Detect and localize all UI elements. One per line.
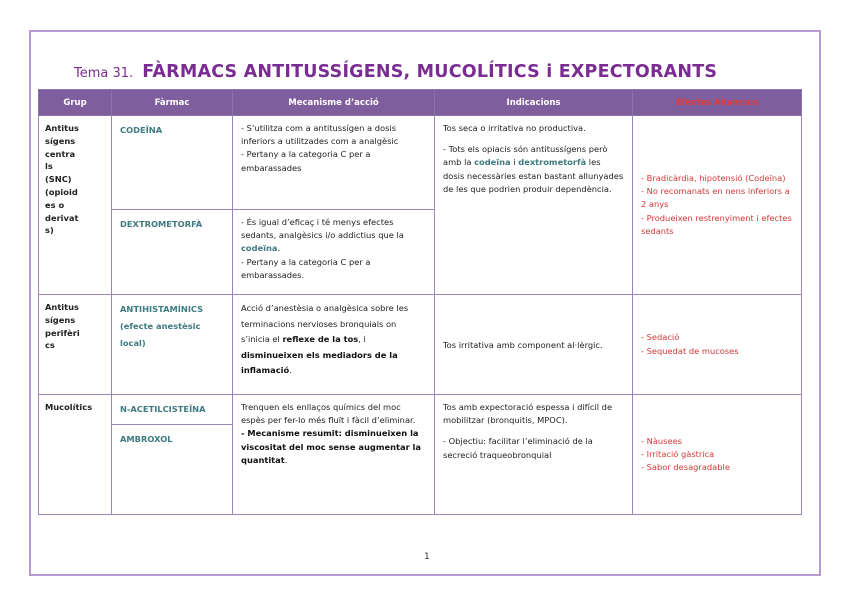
mechanism-text: - Mecanisme resumit: disminueixen la viscositat del moc sense augmentar la quantitat.: [241, 428, 421, 465]
group-cell: Antitus sígens centra ls (SNC) (opioid es o derivat s): [39, 116, 112, 295]
indications-cell: [435, 116, 633, 295]
mechanism-cell: [233, 295, 435, 395]
title-prefix: Tema 31.: [74, 66, 134, 81]
effects-cell: [633, 395, 802, 515]
mechanism-text: Acció d’anestèsia o analgèsica sobre les terminacions nervioses bronquials on s’inicia el reflexe de la tos, i disminueixen els mediadors de la inflamació.: [241, 303, 409, 375]
drug-cell: ANTIHISTAMÍNICS (efecte anestèsic local): [112, 295, 233, 395]
indication-text: - Tots els opiacis són antitussígens però amb la codeïna i dextrometorfà les dosis necessàries estan bastant allunyades de les que podrien produir dependència.: [443, 144, 624, 194]
effect-text: - Sequedat de mucoses: [641, 345, 739, 356]
drug-cell: AMBROXOL: [112, 425, 233, 515]
mechanism-text: - Pertany a la categoria C per a embarassades: [241, 149, 371, 173]
effect-text: - No recomanats en nens inferiors a 2 anys: [641, 186, 790, 210]
header-farmac: Fàrmac: [112, 90, 233, 116]
group-cell: Antitus sígens perifèri cs: [39, 295, 112, 395]
mechanism-text: - Pertany a la categoria C per a embarassades.: [241, 256, 371, 280]
table-row: [39, 116, 802, 210]
effects-cell: [633, 295, 802, 395]
table-row: [39, 295, 802, 395]
mechanism-cell: [233, 116, 435, 210]
drug-cell: DEXTROMETORFÀ: [112, 210, 233, 295]
drug-cell: N-ACETILCISTEÏNA: [112, 395, 233, 425]
indication-text: Tos irritativa amb component al·lèrgic.: [443, 339, 603, 350]
mechanism-text: - És igual d’eficaç i té menys efectes sedants, analgèsics i/o addictius que la codeïna.: [241, 217, 404, 254]
mechanism-cell: [233, 210, 435, 295]
drug-table: [38, 89, 802, 515]
effect-text: - Sabor desagradable: [641, 462, 730, 473]
page-title: [74, 62, 717, 82]
header-indicacions: Indicacions: [435, 90, 633, 116]
indication-text: - Objectiu: facilitar l’eliminació de la secreció traqueobronquial: [443, 436, 593, 460]
effect-text: - Sedació: [641, 332, 680, 343]
mechanism-text: - S’utilitza com a antitussígen a dosis inferiors a utilitzades com a analgèsic: [241, 123, 399, 147]
drug-cell: CODEÏNA: [112, 116, 233, 210]
effects-cell: [633, 116, 802, 295]
table-header-row: [39, 90, 802, 116]
header-grup: Grup: [39, 90, 112, 116]
indication-text: Tos amb expectoració espessa i difícil de mobilitzar (bronquitis, MPOC).: [443, 402, 613, 426]
header-efectes: Efectes Adversos: [633, 90, 802, 116]
effect-text: - Produeixen restrenyiment i efectes sedants: [641, 212, 792, 236]
indications-cell: [435, 295, 633, 395]
effect-text: - Bradicàrdia, hipotensió (Codeïna): [641, 172, 786, 183]
header-mecanisme: Mecanisme d’acció: [233, 90, 435, 116]
indication-text: Tos seca o irritativa no productiva.: [443, 123, 586, 133]
effect-text: - Nàusees: [641, 435, 683, 446]
table-row: [39, 395, 802, 425]
title-main: FÀRMACS ANTITUSSÍGENS, MUCOLÍTICS i EXPECTORANTS: [142, 62, 718, 82]
effect-text: - Irritació gàstrica: [641, 448, 715, 459]
mechanism-text: Trenquen els enllaços químics del moc espès per fer-lo més fluït i fàcil d’eliminar.: [241, 402, 416, 426]
page-number: 1: [424, 552, 430, 562]
group-cell: Mucolítics: [39, 395, 112, 515]
indications-cell: [435, 395, 633, 515]
mechanism-cell: [233, 395, 435, 515]
